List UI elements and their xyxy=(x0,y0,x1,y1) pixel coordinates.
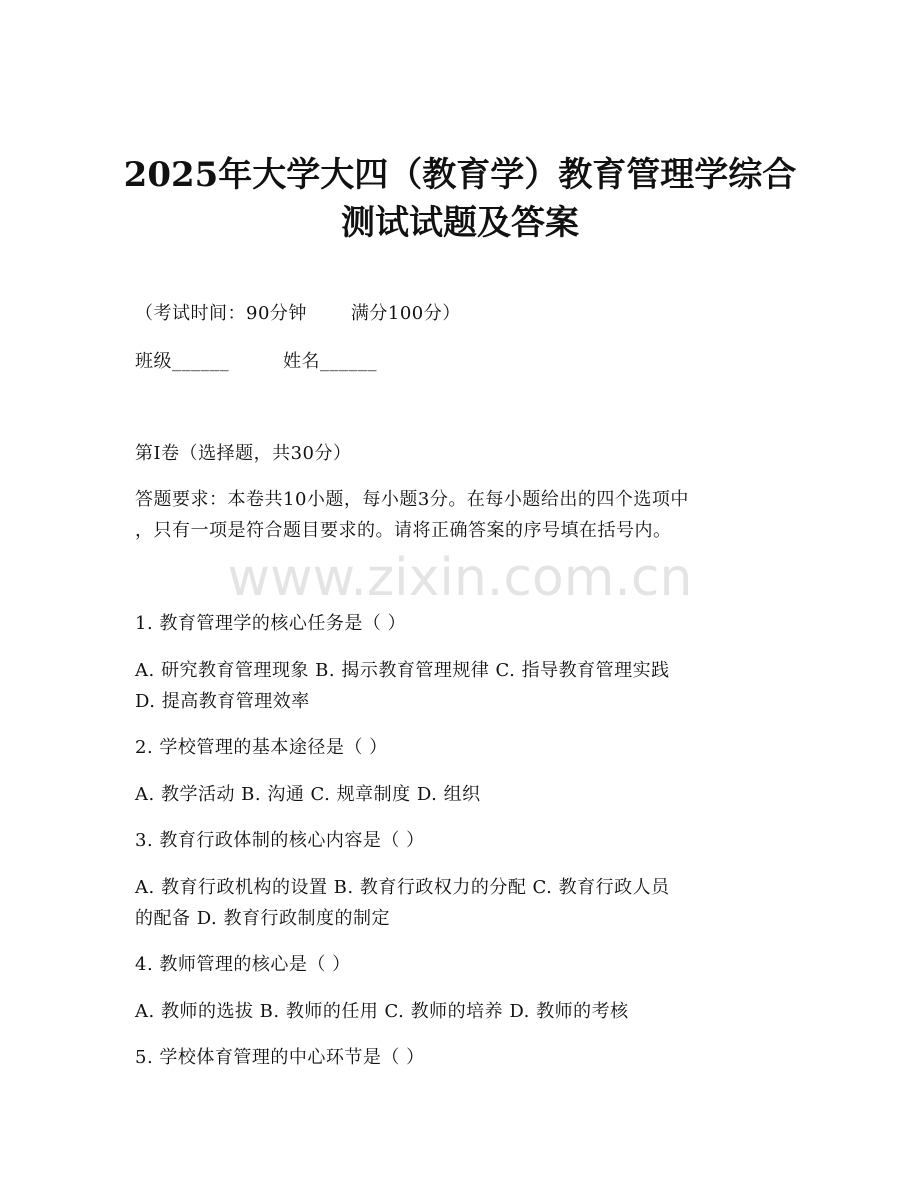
student-fields xyxy=(135,351,377,373)
question-1: 1. 教育管理学的核心任务是（ ） xyxy=(135,613,407,634)
question-1-options-line-2: D. 提高教育管理效率 xyxy=(135,691,310,712)
question-4-options-line-1: A. 教师的选拔 B. 教师的任用 C. 教师的培养 D. 教师的考核 xyxy=(135,1001,629,1022)
name-field: 姓名______ xyxy=(283,351,377,372)
question-5: 5. 学校体育管理的中心环节是（ ） xyxy=(135,1047,425,1068)
exam-time: （考试时间：90分钟 xyxy=(135,303,307,324)
exam-info xyxy=(135,303,461,325)
question-2-options-line-1: A. 教学活动 B. 沟通 C. 规章制度 D. 组织 xyxy=(135,784,481,805)
question-3: 3. 教育行政体制的核心内容是（ ） xyxy=(135,830,425,851)
section-instruction-line-2: ，只有一项是符合题目要求的。请将正确答案的序号填在括号内。 xyxy=(135,520,672,541)
question-1-options-line-1: A. 研究教育管理现象 B. 揭示教育管理规律 C. 指导教育管理实践 xyxy=(135,660,670,681)
exam-full-score: 满分100分） xyxy=(350,303,461,324)
section-heading: 第I卷（选择题，共30分） xyxy=(135,443,352,464)
document-title-line-1: 2025年大学大四（教育学）教育管理学综合 xyxy=(123,155,797,195)
document-title-line-2: 测试试题及答案 xyxy=(341,203,579,243)
question-3-options-line-1: A. 教育行政机构的设置 B. 教育行政权力的分配 C. 教育行政人员 xyxy=(135,877,670,898)
section-instruction-line-1: 答题要求：本卷共10小题，每小题3分。在每小题给出的四个选项中 xyxy=(135,489,689,510)
question-3-options-line-2: 的配备 D. 教育行政制度的制定 xyxy=(135,908,390,929)
question-2: 2. 学校管理的基本途径是（ ） xyxy=(135,737,388,758)
question-4: 4. 教师管理的核心是（ ） xyxy=(135,954,351,975)
watermark: www.zixin.com.cn xyxy=(227,548,693,608)
class-field: 班级______ xyxy=(135,351,229,372)
